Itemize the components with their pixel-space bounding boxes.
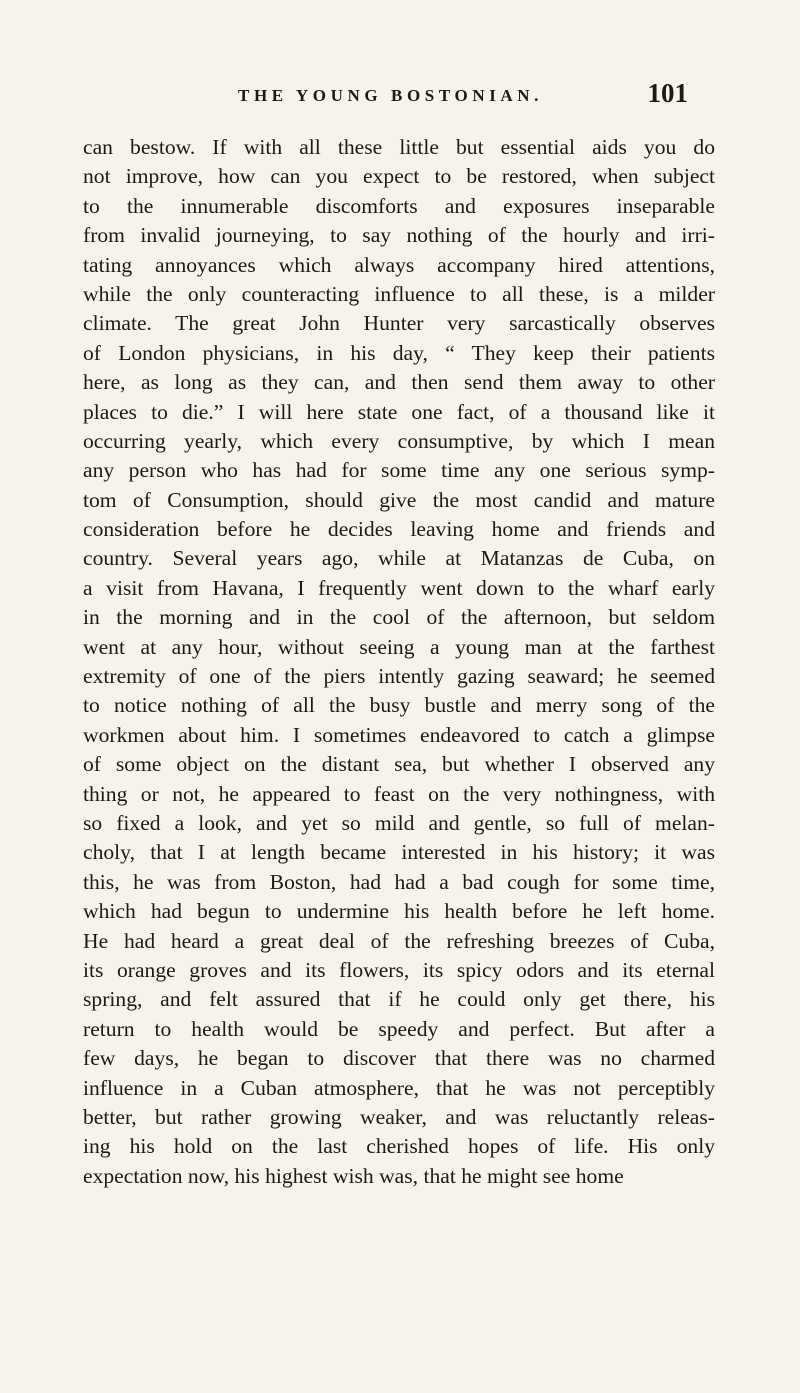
text-line: this, he was from Boston, had had a bad cough for some time, [83, 869, 715, 894]
text-line: thing or not, he appeared to feast on the very nothingness, with [83, 781, 715, 806]
text-line: to the innumerable discomforts and exposures inseparable [83, 193, 715, 218]
body-text [83, 133, 715, 1191]
text-line: spring, and felt assured that if he could only get there, his [83, 987, 715, 1012]
text-line: not improve, how can you expect to be restored, when subject [83, 164, 715, 189]
text-line: extremity of one of the piers intently gazing seaward; he seemed [83, 664, 715, 689]
text-line: a visit from Havana, I frequently went down to the wharf early [83, 575, 715, 600]
text-line: of some object on the distant sea, but whether I observed any [83, 752, 715, 777]
text-line: influence in a Cuban atmosphere, that he was not perceptibly [83, 1075, 715, 1100]
text-line: occurring yearly, which every consumptive, by which I mean [83, 428, 715, 453]
text-line: country. Several years ago, while at Matanzas de Cuba, on [83, 546, 715, 571]
text-line: which had begun to undermine his health before he left home. [83, 899, 715, 924]
text-line: while the only counteracting influence to all these, is a milder [83, 281, 715, 306]
page-number: 101 [647, 78, 688, 108]
text-line: climate. The great John Hunter very sarcastically observes [83, 311, 715, 336]
text-line: here, as long as they can, and then send them away to other [83, 370, 715, 395]
text-line: return to health would be speedy and perfect. But after a [83, 1016, 715, 1041]
text-line: its orange groves and its flowers, its spicy odors and its eternal [83, 957, 715, 982]
text-line: went at any hour, without seeing a young man at the farthest [83, 634, 715, 659]
text-line: ing his hold on the last cherished hopes of life. His only [83, 1134, 715, 1159]
text-line: choly, that I at length became interested in his history; it was [83, 840, 715, 865]
text-line: in the morning and in the cool of the afternoon, but seldom [83, 605, 715, 630]
text-line: can bestow. If with all these little but essential aids you do [83, 135, 715, 159]
running-title: THE YOUNG BOSTONIAN. [238, 86, 544, 105]
text-line: so fixed a look, and yet so mild and gentle, so full of melan- [83, 810, 715, 835]
text-line: any person who has had for some time any one serious symp- [83, 458, 715, 483]
text-line: workmen about him. I sometimes endeavored to catch a glimpse [83, 722, 715, 747]
text-line: expectation now, his highest wish was, that he might see home [83, 1163, 624, 1188]
text-line: better, but rather growing weaker, and was reluctantly releas- [83, 1104, 715, 1129]
text-line: He had heard a great deal of the refreshing breezes of Cuba, [83, 928, 715, 953]
text-line: places to die.” I will here state one fact, of a thousand like it [83, 399, 715, 424]
text-line: tom of Consumption, should give the most candid and mature [83, 487, 715, 512]
text-line: consideration before he decides leaving home and friends and [83, 517, 715, 542]
text-line: few days, he began to discover that there was no charmed [83, 1046, 715, 1071]
running-head [238, 78, 688, 114]
text-line: to notice nothing of all the busy bustle and merry song of the [83, 693, 715, 718]
text-line: of London physicians, in his day, “ They keep their patients [83, 340, 715, 365]
text-line: from invalid journeying, to say nothing of the hourly and irri- [83, 223, 715, 248]
text-line: tating annoyances which always accompany hired attentions, [83, 252, 715, 277]
